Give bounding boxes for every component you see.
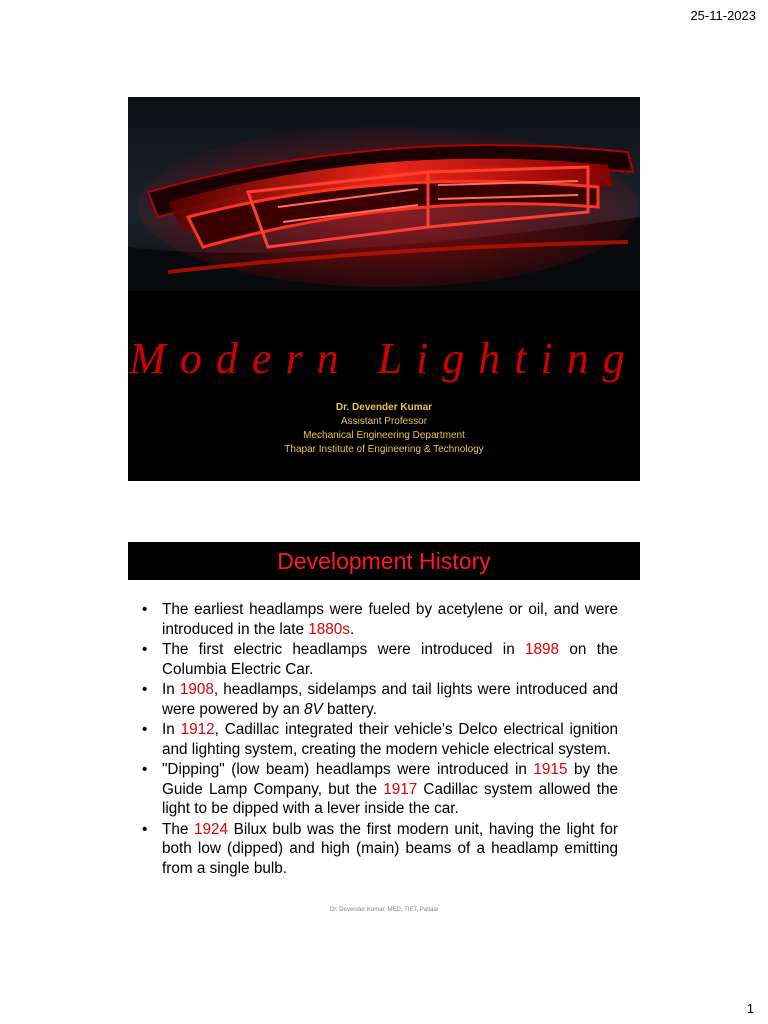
slide-title: Modern Lighting — [129, 334, 639, 383]
bullet-item — [140, 820, 618, 879]
author-block — [128, 401, 640, 457]
author-name: Dr. Devender Kumar — [335, 402, 433, 413]
bullet-year: 1908 — [179, 681, 214, 698]
author-institute: Thapar Institute of Engineering & Technology — [284, 444, 484, 455]
bullet-text: on the Columbia Electric Car. — [162, 641, 618, 678]
tail-light-image — [128, 97, 640, 291]
bullet-item — [140, 640, 618, 679]
bullet-text: In — [162, 681, 180, 698]
author-position: Assistant Professor — [340, 416, 428, 427]
bullet-dot-icon: • — [142, 761, 148, 778]
bullet-text: The — [162, 820, 194, 838]
slide2-header — [128, 542, 640, 580]
page-date: 25-11-2023 — [690, 8, 756, 23]
bullet-year: 1915 — [533, 761, 568, 778]
slide-footer: Dr. Devender Kumar, MED, TIET, Patiala — [329, 907, 439, 913]
bullet-text: by the Guide Lamp Company, but the — [162, 761, 618, 798]
bullet-item — [140, 760, 618, 819]
bullet-voltage: 8V — [304, 700, 323, 718]
bullet-item — [140, 720, 618, 759]
bullet-dot-icon: • — [142, 681, 148, 698]
bullet-text: , headlamps, sidelamps and tail lights were introduced and were powered by an — [162, 681, 618, 718]
bullet-text: The first electric headlamps were introduced in — [162, 641, 526, 658]
bullet-text: , Cadillac integrated their vehicle's Delco electrical ignition and lighting system, creating the modern vehicle electrical system. — [162, 721, 618, 758]
author-department: Mechanical Engineering Department — [303, 430, 465, 441]
bullet-dot-icon: • — [142, 820, 148, 838]
bullet-text: Bilux bulb was the first modern unit, having the light for both low (dipped) and high (main) beams of a headlamp emitting from a single bulb. — [162, 820, 619, 877]
bullet-text: battery. — [322, 700, 377, 718]
bullet-year: 1917 — [383, 780, 418, 798]
bullet-text: The earliest headlamps were fueled by acetylene or oil, and were introduced in the late — [162, 601, 618, 638]
bullet-year: 1912 — [180, 721, 215, 738]
bullet-dot-icon: • — [142, 721, 148, 738]
bullet-text: "Dipping" (low beam) headlamps were introduced in — [162, 761, 534, 778]
bullet-dot-icon: • — [142, 641, 148, 658]
history-bullet-list — [140, 600, 618, 879]
bullet-year: 1924 — [193, 820, 229, 838]
bullet-year: 1898 — [525, 641, 560, 658]
bullet-dot-icon: • — [142, 601, 148, 618]
page-number: 1 — [746, 1001, 754, 1016]
bullet-text: In — [162, 721, 181, 738]
slide2-title: Development History — [277, 548, 491, 574]
bullet-text: Cadillac system allowed the light to be dipped with a lever inside the car. — [162, 780, 618, 817]
title-slide — [128, 97, 640, 481]
bullet-item — [140, 680, 618, 719]
bullet-year: 1880s — [308, 620, 350, 638]
bullet-item — [140, 600, 618, 639]
bullet-text: . — [349, 620, 355, 638]
